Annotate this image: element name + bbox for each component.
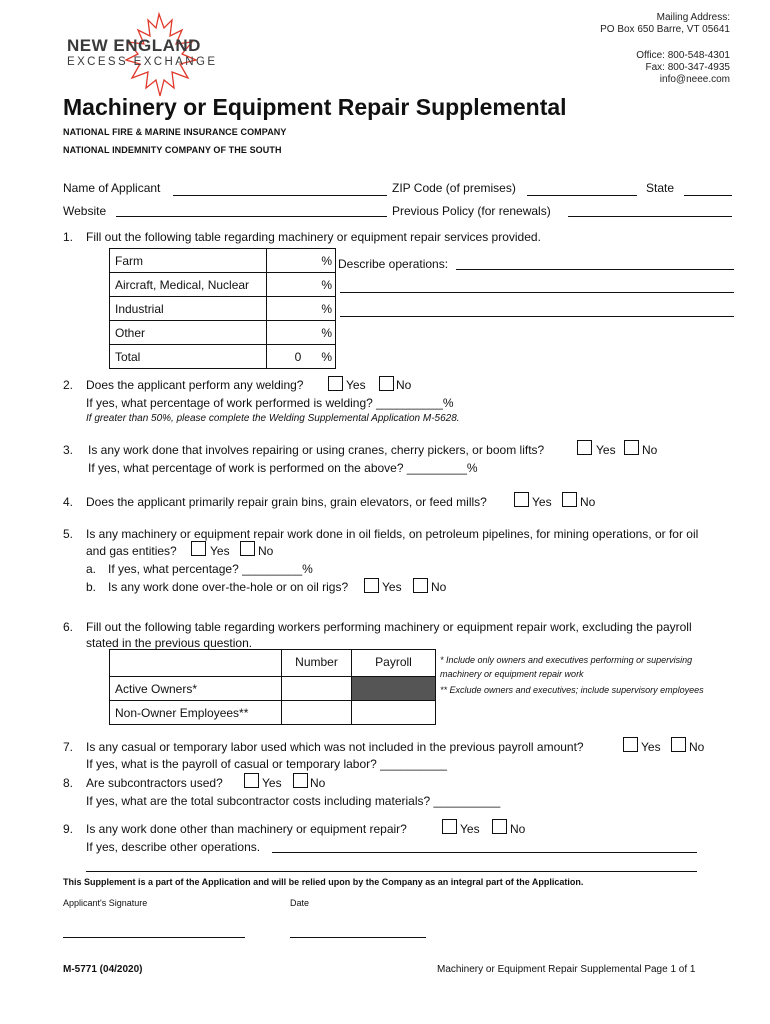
previous-policy-label: Previous Policy (for renewals) xyxy=(392,204,551,218)
percent-sign: % xyxy=(321,349,332,364)
q9-describe-field-1[interactable] xyxy=(272,852,697,853)
q5a-label: a. xyxy=(86,562,97,576)
q7-text: Is any casual or temporary labor used which was not included in the previous payroll amount? xyxy=(86,740,584,754)
mailing-address-block xyxy=(600,12,730,86)
q7-subquestion[interactable]: If yes, what is the payroll of casual or temporary labor? __________ xyxy=(86,757,447,771)
q2-no-checkbox[interactable] xyxy=(379,376,394,391)
row-label: Total xyxy=(110,345,267,369)
describe-operations-field-2[interactable] xyxy=(340,292,734,293)
q5b-yes-checkbox[interactable] xyxy=(364,578,379,593)
row-label: Non-Owner Employees** xyxy=(110,701,282,725)
company-1: NATIONAL FIRE & MARINE INSURANCE COMPANY xyxy=(63,127,287,137)
q5-no-checkbox[interactable] xyxy=(240,541,255,556)
q2-yes-checkbox[interactable] xyxy=(328,376,343,391)
supplement-statement: This Supplement is a part of the Application and will be relied upon by the Company as an integral part of the Application. xyxy=(63,877,584,887)
q5-number: 5. xyxy=(63,527,74,541)
q3-yes-checkbox[interactable] xyxy=(577,440,592,455)
q8-number: 8. xyxy=(63,776,74,790)
q7-yes-label: Yes xyxy=(641,740,661,754)
q9-no-label: No xyxy=(510,822,526,836)
q9-subquestion: If yes, describe other operations. xyxy=(86,840,261,854)
q7-yes-checkbox[interactable] xyxy=(623,737,638,752)
active-owners-payroll-shaded-cell xyxy=(352,677,436,701)
q2-yes-label: Yes xyxy=(346,378,366,392)
describe-operations-field-3[interactable] xyxy=(340,316,734,317)
q8-no-checkbox[interactable] xyxy=(293,773,308,788)
state-label: State xyxy=(646,181,675,195)
q9-yes-checkbox[interactable] xyxy=(442,819,457,834)
active-owners-number-cell[interactable] xyxy=(282,677,352,701)
table-row xyxy=(110,273,336,297)
signature-label: Applicant's Signature xyxy=(63,898,148,908)
q3-subquestion[interactable]: If yes, what percentage of work is performed on the above? _________% xyxy=(88,461,478,475)
row-label: Other xyxy=(110,321,267,345)
zip-field[interactable] xyxy=(527,195,637,196)
zip-label: ZIP Code (of premises) xyxy=(392,181,516,195)
office-phone: Office: 800-548-4301 xyxy=(636,50,730,61)
q4-text: Does the applicant primarily repair grain bins, grain elevators, or feed mills? xyxy=(86,495,487,509)
row-value[interactable] xyxy=(267,297,336,321)
q6-text-line1: Fill out the following table regarding workers performing machinery or equipment repair work, excluding the payroll xyxy=(86,620,692,634)
website-label: Website xyxy=(63,204,107,218)
applicant-name-label: Name of Applicant xyxy=(63,181,161,195)
non-owner-number-cell[interactable] xyxy=(282,701,352,725)
q2-note: If greater than 50%, please complete the Welding Supplemental Application M-5628. xyxy=(86,413,460,424)
q1-number: 1. xyxy=(63,230,74,244)
q3-text: Is any work done that involves repairing or using cranes, cherry pickers, or boom lifts? xyxy=(88,443,545,457)
q7-no-checkbox[interactable] xyxy=(671,737,686,752)
signature-field[interactable] xyxy=(63,937,245,938)
q2-subquestion[interactable]: If yes, what percentage of work performed is welding? __________% xyxy=(86,396,454,410)
q6-workers-table xyxy=(109,649,436,725)
q4-no-checkbox[interactable] xyxy=(562,492,577,507)
logo-line2: EXCESS EXCHANGE xyxy=(67,56,218,68)
percent-sign: % xyxy=(321,277,332,292)
table-row xyxy=(110,249,336,273)
q4-no-label: No xyxy=(580,495,596,509)
q5b-yes-label: Yes xyxy=(382,580,402,594)
form-id: M-5771 (04/2020) xyxy=(63,964,143,975)
q6-text-line2: stated in the previous question. xyxy=(86,636,253,650)
fax-number: Fax: 800-347-4935 xyxy=(645,62,730,73)
q7-number: 7. xyxy=(63,740,74,754)
table-row xyxy=(110,677,436,701)
q9-number: 9. xyxy=(63,822,74,836)
percent-sign: % xyxy=(321,301,332,316)
column-header-payroll: Payroll xyxy=(352,650,436,677)
percent-sign: % xyxy=(321,253,332,268)
q3-yes-label: Yes xyxy=(596,443,616,457)
q5a-text[interactable]: If yes, what percentage? _________% xyxy=(108,562,313,576)
q9-text: Is any work done other than machinery or equipment repair? xyxy=(86,822,407,836)
row-label: Farm xyxy=(110,249,267,273)
describe-operations-label: Describe operations: xyxy=(338,257,449,271)
q3-number: 3. xyxy=(63,443,74,457)
row-value[interactable] xyxy=(267,273,336,297)
q7-no-label: No xyxy=(689,740,705,754)
q5-yes-label: Yes xyxy=(210,544,230,558)
table-row xyxy=(110,650,436,677)
q2-no-label: No xyxy=(396,378,412,392)
applicant-name-field[interactable] xyxy=(173,195,387,196)
non-owner-payroll-cell[interactable] xyxy=(352,701,436,725)
q5-text-line2: and gas entities? xyxy=(86,544,177,558)
q8-text: Are subcontractors used? xyxy=(86,776,223,790)
table-row xyxy=(110,297,336,321)
q8-yes-label: Yes xyxy=(262,776,282,790)
row-value[interactable] xyxy=(267,321,336,345)
q9-yes-label: Yes xyxy=(460,822,480,836)
q6-note-2: ** Exclude owners and executives; include supervisory employees xyxy=(440,685,704,695)
q4-yes-label: Yes xyxy=(532,495,552,509)
percent-sign: % xyxy=(321,325,332,340)
row-label: Industrial xyxy=(110,297,267,321)
column-header-number: Number xyxy=(282,650,352,677)
q8-subquestion[interactable]: If yes, what are the total subcontractor costs including materials? __________ xyxy=(86,794,501,808)
mailing-label: Mailing Address: xyxy=(656,12,730,23)
logo xyxy=(64,8,218,98)
q5b-no-checkbox[interactable] xyxy=(413,578,428,593)
page-title: Machinery or Equipment Repair Supplemental xyxy=(63,94,567,120)
q5-no-label: No xyxy=(258,544,274,558)
table-row xyxy=(110,701,436,725)
row-label: Aircraft, Medical, Nuclear xyxy=(110,273,267,297)
q5b-label: b. xyxy=(86,580,97,594)
q4-yes-checkbox[interactable] xyxy=(514,492,529,507)
page-footer-label: Machinery or Equipment Repair Supplemental Page 1 of 1 xyxy=(437,964,696,975)
state-field[interactable] xyxy=(684,195,732,196)
q9-describe-field-2[interactable] xyxy=(86,871,697,872)
table-row xyxy=(110,321,336,345)
website-field[interactable] xyxy=(116,216,387,217)
q8-yes-checkbox[interactable] xyxy=(244,773,259,788)
date-field[interactable] xyxy=(290,937,426,938)
email-address: info@neee.com xyxy=(659,74,730,85)
row-label: Active Owners* xyxy=(110,677,282,701)
q5b-text: Is any work done over-the-hole or on oil rigs? xyxy=(108,580,349,594)
header-empty-cell xyxy=(110,650,282,677)
q6-note-1a: * Include only owners and executives performing or supervising xyxy=(440,655,693,665)
company-2: NATIONAL INDEMNITY COMPANY OF THE SOUTH xyxy=(63,145,282,155)
q9-no-checkbox[interactable] xyxy=(492,819,507,834)
q8-no-label: No xyxy=(310,776,326,790)
logo-line1: NEW ENGLAND xyxy=(67,36,201,55)
describe-operations-field-1[interactable] xyxy=(456,269,734,270)
q1-services-table xyxy=(109,248,336,369)
q2-text: Does the applicant perform any welding? xyxy=(86,378,304,392)
q3-no-checkbox[interactable] xyxy=(624,440,639,455)
previous-policy-field[interactable] xyxy=(568,216,732,217)
q3-no-label: No xyxy=(642,443,658,457)
mailing-address: PO Box 650 Barre, VT 05641 xyxy=(600,24,730,35)
row-value[interactable] xyxy=(267,249,336,273)
q6-note-1b: machinery or equipment repair work xyxy=(440,669,584,679)
date-label: Date xyxy=(290,898,310,908)
q5b-no-label: No xyxy=(431,580,447,594)
row-value[interactable] xyxy=(267,345,336,369)
q5-yes-checkbox[interactable] xyxy=(191,541,206,556)
q1-text: Fill out the following table regarding machinery or equipment repair services provided. xyxy=(86,230,541,244)
table-row xyxy=(110,345,336,369)
row-value-text: 0 xyxy=(294,349,302,364)
q2-number: 2. xyxy=(63,378,74,392)
q4-number: 4. xyxy=(63,495,74,509)
q5-text-line1: Is any machinery or equipment repair work done in oil fields, on petroleum pipelines, for mining operations, or for oil xyxy=(86,527,699,541)
q6-number: 6. xyxy=(63,620,74,634)
